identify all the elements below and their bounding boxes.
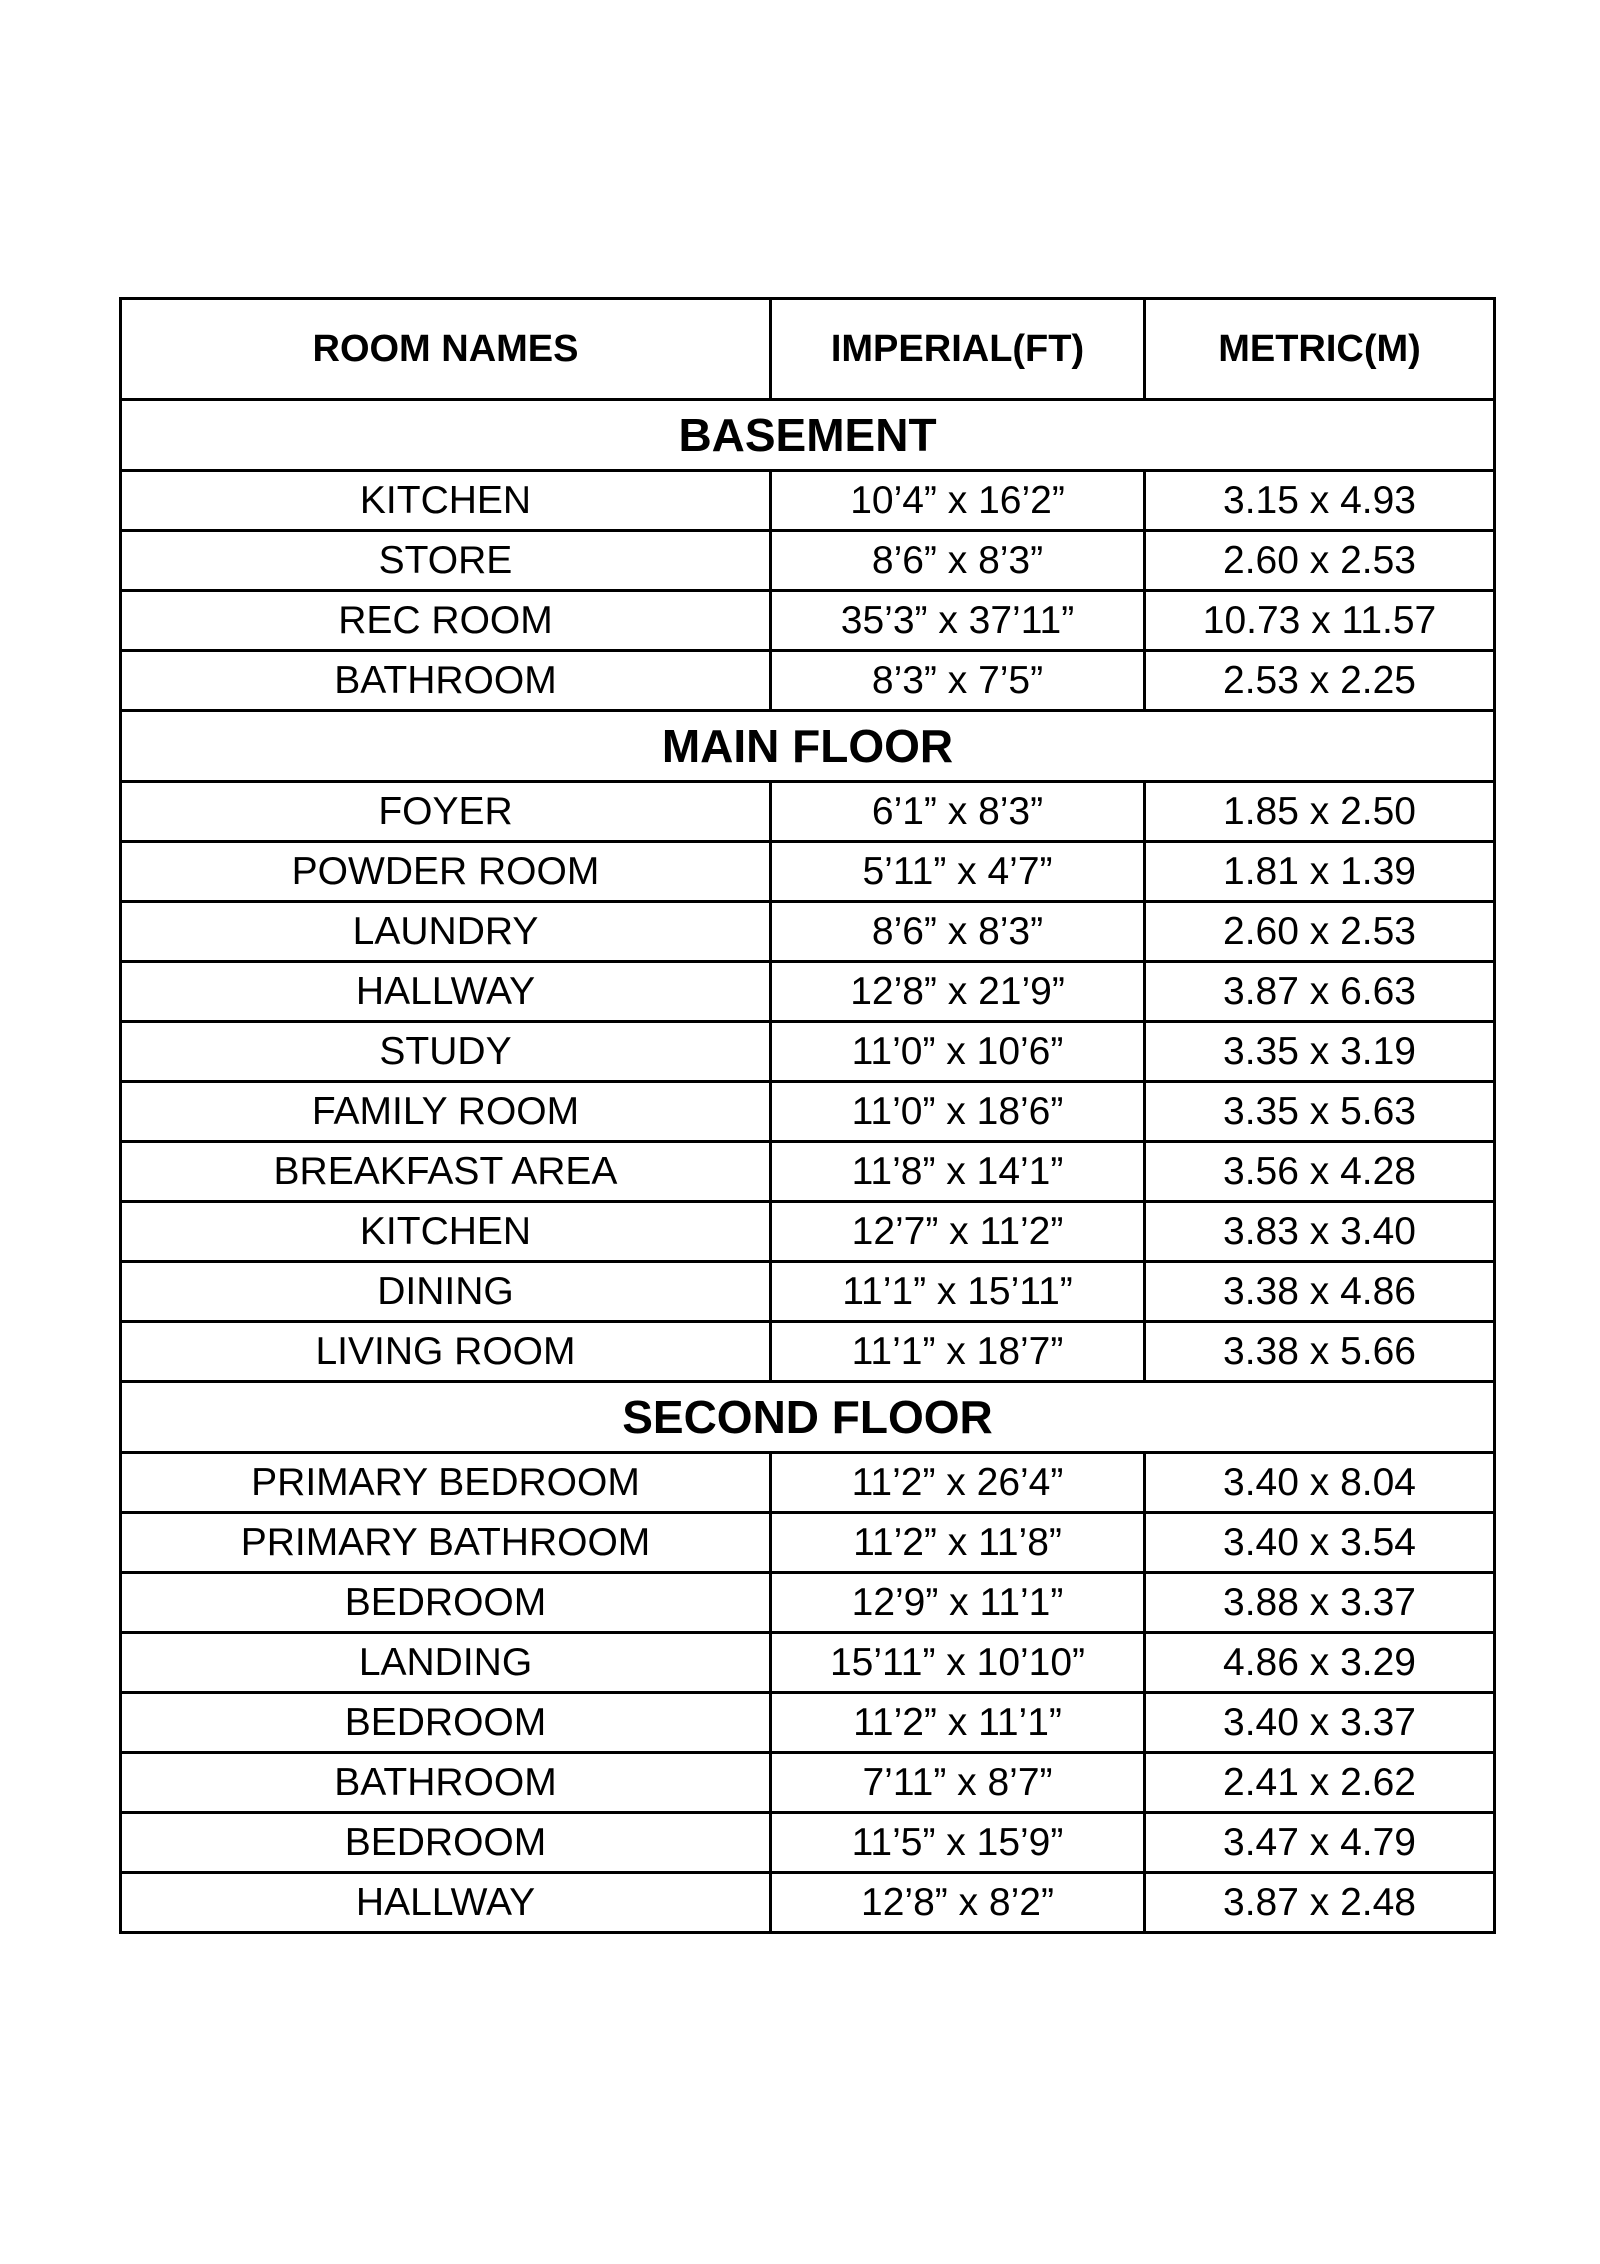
imperial-cell: 12’8” x 21’9”	[771, 962, 1145, 1022]
table-row	[121, 1453, 1495, 1513]
table-row	[121, 1753, 1495, 1813]
room-name-cell: PRIMARY BEDROOM	[121, 1453, 771, 1513]
room-name-cell: BATHROOM	[121, 1753, 771, 1813]
metric-cell: 1.81 x 1.39	[1145, 842, 1495, 902]
room-name-cell: LIVING ROOM	[121, 1322, 771, 1382]
section-title: MAIN FLOOR	[121, 711, 1495, 782]
room-name-cell: BEDROOM	[121, 1813, 771, 1873]
table-row	[121, 902, 1495, 962]
metric-cell: 3.56 x 4.28	[1145, 1142, 1495, 1202]
table-row	[121, 1693, 1495, 1753]
table-row	[121, 1573, 1495, 1633]
metric-cell: 3.38 x 4.86	[1145, 1262, 1495, 1322]
metric-cell: 3.87 x 6.63	[1145, 962, 1495, 1022]
room-name-cell: STORE	[121, 531, 771, 591]
section-title: BASEMENT	[121, 400, 1495, 471]
imperial-cell: 6’1” x 8’3”	[771, 782, 1145, 842]
metric-cell: 2.60 x 2.53	[1145, 531, 1495, 591]
metric-cell: 3.40 x 3.54	[1145, 1513, 1495, 1573]
imperial-cell: 11’0” x 18’6”	[771, 1082, 1145, 1142]
imperial-cell: 8’3” x 7’5”	[771, 651, 1145, 711]
section-row	[121, 1382, 1495, 1453]
imperial-cell: 11’2” x 11’8”	[771, 1513, 1145, 1573]
metric-cell: 3.38 x 5.66	[1145, 1322, 1495, 1382]
metric-cell: 3.35 x 5.63	[1145, 1082, 1495, 1142]
imperial-cell: 7’11” x 8’7”	[771, 1753, 1145, 1813]
table-row	[121, 531, 1495, 591]
room-name-cell: KITCHEN	[121, 471, 771, 531]
imperial-cell: 12’8” x 8’2”	[771, 1873, 1145, 1933]
room-name-cell: LANDING	[121, 1633, 771, 1693]
room-name-cell: BREAKFAST AREA	[121, 1142, 771, 1202]
imperial-cell: 11’8” x 14’1”	[771, 1142, 1145, 1202]
metric-cell: 3.83 x 3.40	[1145, 1202, 1495, 1262]
room-name-cell: FOYER	[121, 782, 771, 842]
imperial-cell: 12’9” x 11’1”	[771, 1573, 1145, 1633]
metric-cell: 2.41 x 2.62	[1145, 1753, 1495, 1813]
header-room-names: ROOM NAMES	[121, 299, 771, 400]
table-row	[121, 471, 1495, 531]
imperial-cell: 15’11” x 10’10”	[771, 1633, 1145, 1693]
imperial-cell: 8’6” x 8’3”	[771, 531, 1145, 591]
imperial-cell: 11’2” x 26’4”	[771, 1453, 1145, 1513]
imperial-cell: 5’11” x 4’7”	[771, 842, 1145, 902]
section-title: SECOND FLOOR	[121, 1382, 1495, 1453]
table-body	[121, 400, 1495, 1933]
imperial-cell: 11’1” x 18’7”	[771, 1322, 1145, 1382]
metric-cell: 3.40 x 3.37	[1145, 1693, 1495, 1753]
header-metric: METRIC(M)	[1145, 299, 1495, 400]
header-imperial: IMPERIAL(FT)	[771, 299, 1145, 400]
table-row	[121, 842, 1495, 902]
metric-cell: 3.40 x 8.04	[1145, 1453, 1495, 1513]
room-name-cell: HALLWAY	[121, 962, 771, 1022]
table-row	[121, 591, 1495, 651]
room-name-cell: BATHROOM	[121, 651, 771, 711]
room-name-cell: KITCHEN	[121, 1202, 771, 1262]
section-row	[121, 711, 1495, 782]
table-row	[121, 962, 1495, 1022]
metric-cell: 3.47 x 4.79	[1145, 1813, 1495, 1873]
room-dimensions-table	[119, 297, 1496, 1934]
room-name-cell: FAMILY ROOM	[121, 1082, 771, 1142]
table-row	[121, 1322, 1495, 1382]
imperial-cell: 35’3” x 37’11”	[771, 591, 1145, 651]
room-name-cell: STUDY	[121, 1022, 771, 1082]
table-row	[121, 1813, 1495, 1873]
table-row	[121, 1082, 1495, 1142]
table-row	[121, 782, 1495, 842]
room-name-cell: BEDROOM	[121, 1573, 771, 1633]
table-row	[121, 1873, 1495, 1933]
imperial-cell: 8’6” x 8’3”	[771, 902, 1145, 962]
table-header	[121, 299, 1495, 400]
imperial-cell: 12’7” x 11’2”	[771, 1202, 1145, 1262]
metric-cell: 10.73 x 11.57	[1145, 591, 1495, 651]
table-row	[121, 1633, 1495, 1693]
room-name-cell: HALLWAY	[121, 1873, 771, 1933]
metric-cell: 1.85 x 2.50	[1145, 782, 1495, 842]
metric-cell: 3.88 x 3.37	[1145, 1573, 1495, 1633]
table-row	[121, 1022, 1495, 1082]
metric-cell: 4.86 x 3.29	[1145, 1633, 1495, 1693]
header-row	[121, 299, 1495, 400]
table-row	[121, 1262, 1495, 1322]
imperial-cell: 11’1” x 15’11”	[771, 1262, 1145, 1322]
imperial-cell: 11’5” x 15’9”	[771, 1813, 1145, 1873]
imperial-cell: 10’4” x 16’2”	[771, 471, 1145, 531]
section-row	[121, 400, 1495, 471]
room-name-cell: POWDER ROOM	[121, 842, 771, 902]
metric-cell: 3.35 x 3.19	[1145, 1022, 1495, 1082]
room-name-cell: LAUNDRY	[121, 902, 771, 962]
room-name-cell: REC ROOM	[121, 591, 771, 651]
metric-cell: 3.15 x 4.93	[1145, 471, 1495, 531]
imperial-cell: 11’0” x 10’6”	[771, 1022, 1145, 1082]
table-row	[121, 1513, 1495, 1573]
table-row	[121, 1142, 1495, 1202]
metric-cell: 2.53 x 2.25	[1145, 651, 1495, 711]
metric-cell: 2.60 x 2.53	[1145, 902, 1495, 962]
room-name-cell: PRIMARY BATHROOM	[121, 1513, 771, 1573]
table-row	[121, 1202, 1495, 1262]
room-name-cell: BEDROOM	[121, 1693, 771, 1753]
metric-cell: 3.87 x 2.48	[1145, 1873, 1495, 1933]
imperial-cell: 11’2” x 11’1”	[771, 1693, 1145, 1753]
room-name-cell: DINING	[121, 1262, 771, 1322]
table-row	[121, 651, 1495, 711]
